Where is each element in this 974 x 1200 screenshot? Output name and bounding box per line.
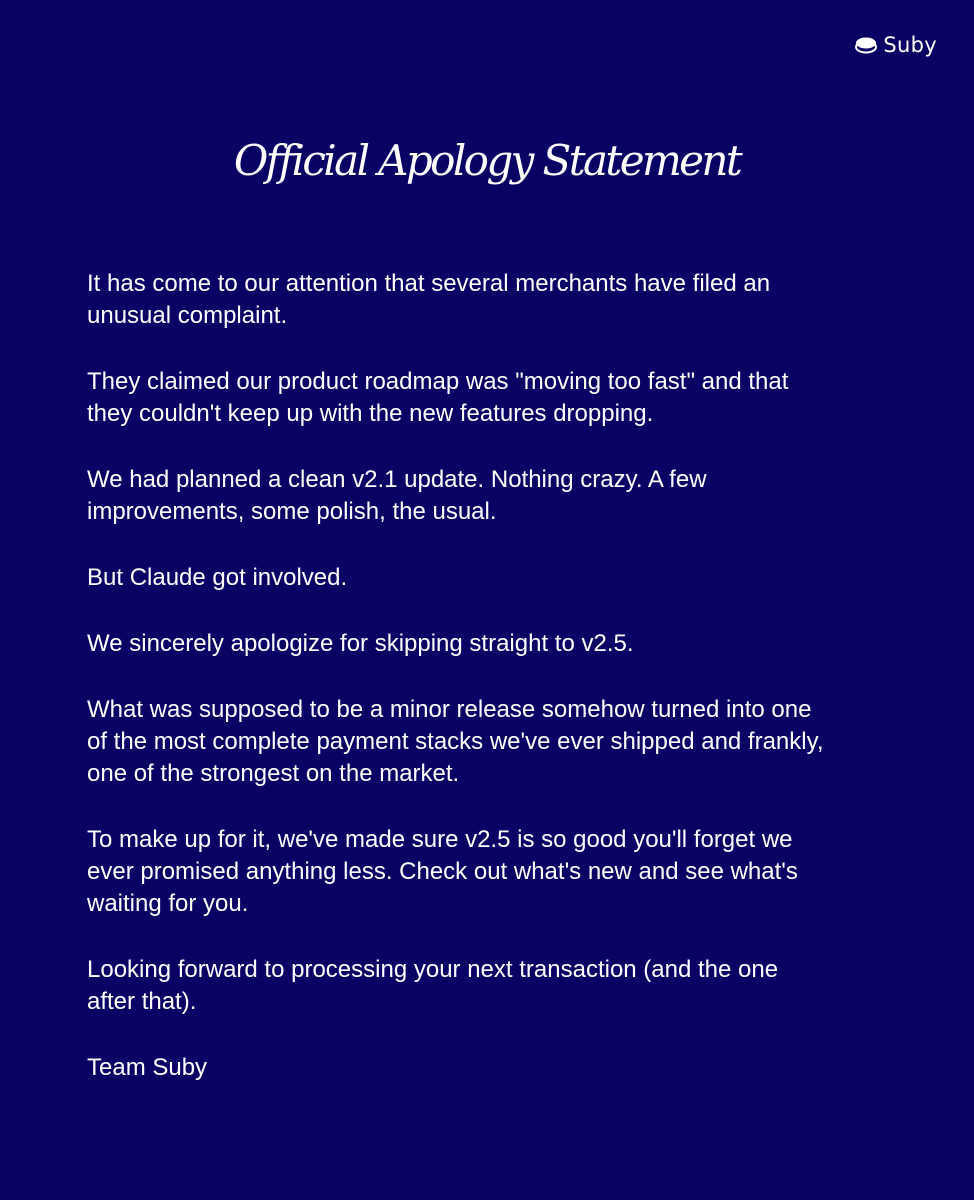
brand-name: Suby — [883, 33, 937, 57]
paragraph: What was supposed to be a minor release somehow turned into one of the most complete payment stacks we've ever shipped and frankly, one of the strongest on the market. — [87, 696, 824, 787]
brand-logo — [855, 31, 937, 59]
paragraph: Looking forward to processing your next transaction (and the one after that). — [87, 956, 779, 1015]
paragraph: They claimed our product roadmap was "moving too fast" and that they couldn't keep up with the new features dropping. — [87, 368, 789, 427]
paragraph: It has come to our attention that several merchants have filed an unusual complaint. — [87, 270, 771, 329]
coin-stack-icon — [855, 36, 877, 54]
page-title: Official Apology Statement — [233, 136, 741, 185]
paragraph: We sincerely apologize for skipping straight to v2.5. — [87, 630, 634, 657]
signature: Team Suby — [87, 1054, 208, 1081]
paragraph: To make up for it, we've made sure v2.5 is so good you'll forget we ever promised anything less. Check out what's new and see what's waiting for you. — [87, 826, 798, 917]
statement-body — [87, 268, 907, 1118]
paragraph: We had planned a clean v2.1 update. Nothing crazy. A few improvements, some polish, the usual. — [87, 466, 707, 525]
paragraph: But Claude got involved. — [87, 564, 348, 591]
